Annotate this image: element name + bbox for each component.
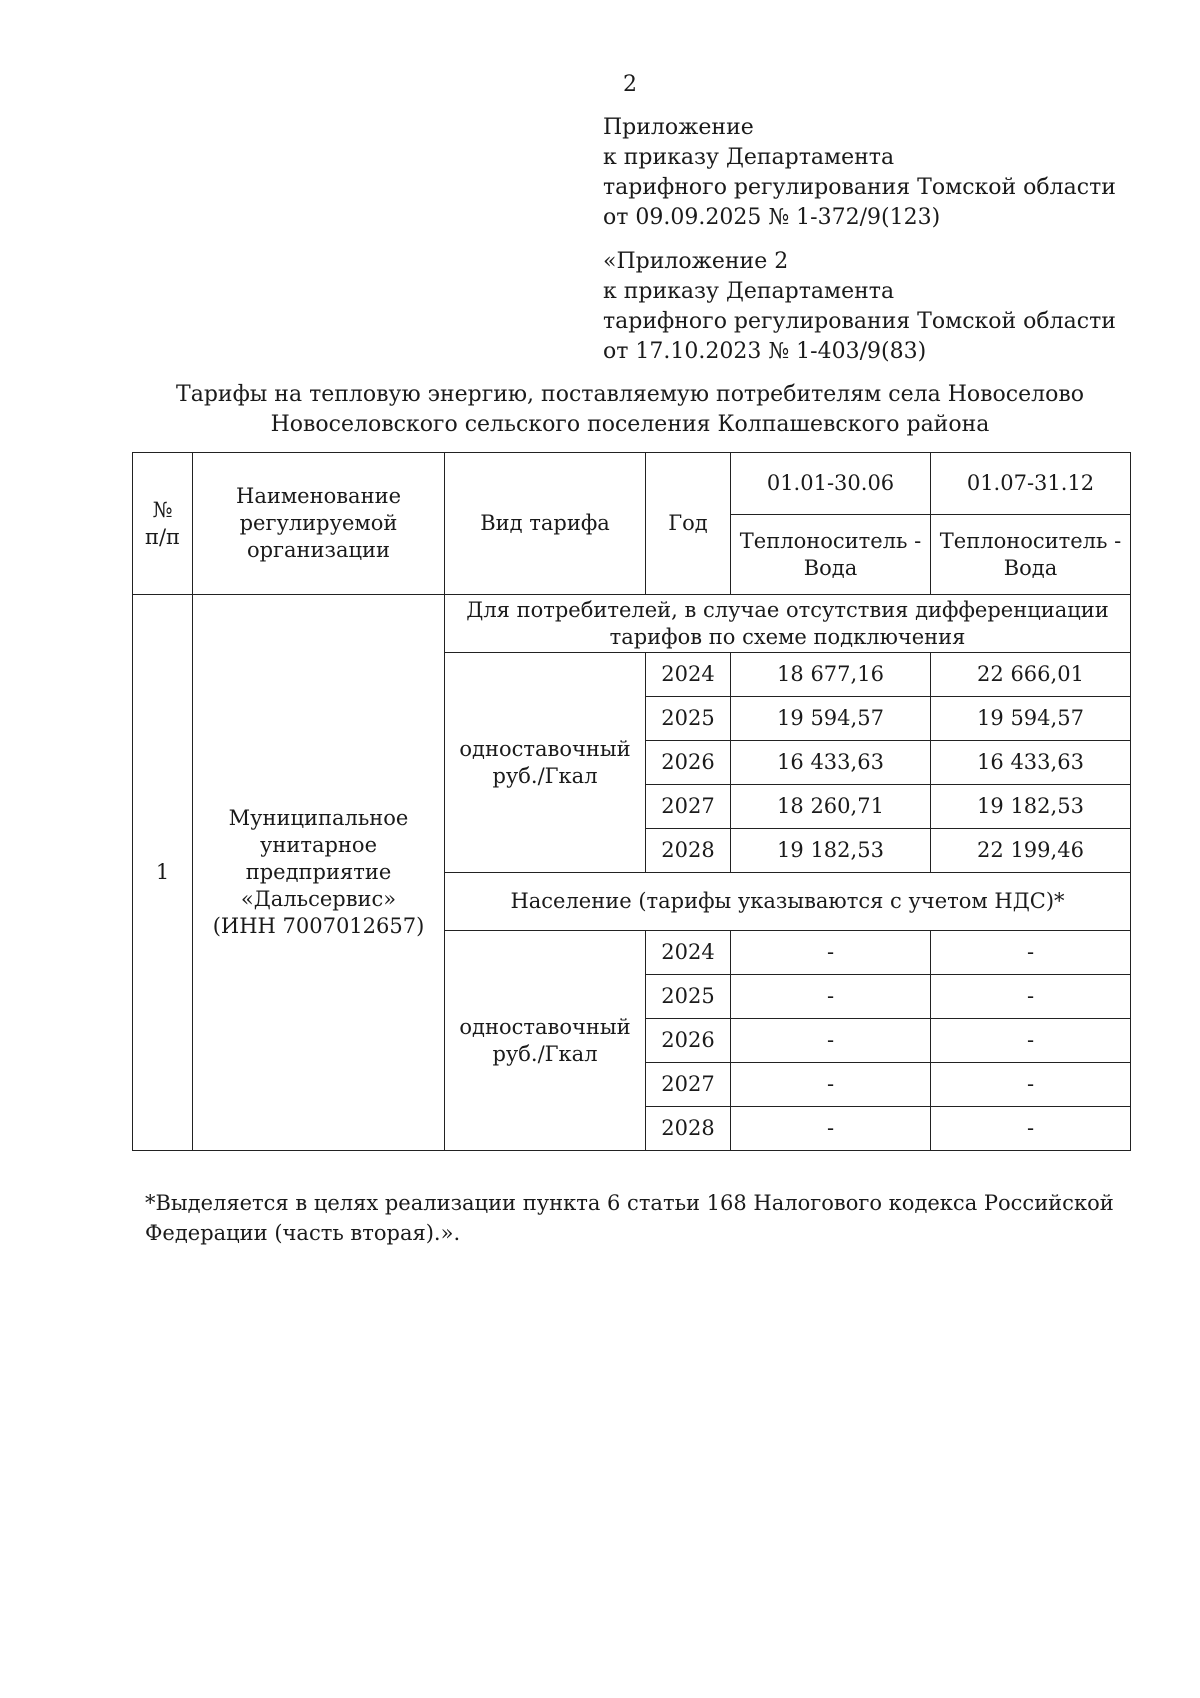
header-period-2: 01.07-31.12 [931, 453, 1131, 515]
header-year: Год [646, 453, 731, 595]
value-h2: 19 182,53 [931, 785, 1131, 829]
appendix-line: к приказу Департамента [603, 145, 895, 170]
tariffs-table [132, 452, 1131, 1151]
footnote [145, 1188, 1125, 1248]
year-cell: 2025 [646, 697, 731, 741]
appendix-line: Приложение [603, 115, 754, 140]
document-title [130, 380, 1130, 440]
value-h2: 22 666,01 [931, 653, 1131, 697]
appendix-original-header [603, 247, 1116, 367]
value-h1: - [731, 1107, 931, 1151]
appendix-current-header [603, 113, 1116, 233]
value-h2: - [931, 1019, 1131, 1063]
title-line: Тарифы на тепловую энергию, поставляемую потребителям села Новоселово [176, 382, 1084, 407]
appendix-line: тарифного регулирования Томской области [603, 175, 1116, 200]
value-h1: 16 433,63 [731, 741, 931, 785]
organization-name: Муниципальное унитарное предприятие «Дальсервис» (ИНН 7007012657) [193, 595, 445, 1151]
header-org-name: Наименование регулируемой организации [193, 453, 445, 595]
footnote-line: *Выделяется в целях реализации пункта 6 статьи 168 Налогового кодекса Российской [145, 1191, 1114, 1215]
tariff-type-cell: одноставочный руб./Гкал [445, 931, 646, 1151]
value-h1: 18 677,16 [731, 653, 931, 697]
header-tariff-type: Вид тарифа [445, 453, 646, 595]
title-line: Новоселовского сельского поселения Колпашевского района [270, 412, 990, 437]
footnote-line: Федерации (часть вторая).». [145, 1221, 461, 1245]
value-h1: - [731, 1063, 931, 1107]
value-h2: 16 433,63 [931, 741, 1131, 785]
value-h2: 22 199,46 [931, 829, 1131, 873]
table-row [133, 595, 1131, 653]
year-cell: 2028 [646, 1107, 731, 1151]
group-label: Для потребителей, в случае отсутствия дифференциации тарифов по схеме подключения [445, 595, 1131, 653]
appendix-line: тарифного регулирования Томской области [603, 309, 1116, 334]
value-h1: - [731, 931, 931, 975]
year-cell: 2027 [646, 1063, 731, 1107]
year-cell: 2026 [646, 741, 731, 785]
year-cell: 2027 [646, 785, 731, 829]
year-cell: 2024 [646, 653, 731, 697]
value-h2: - [931, 975, 1131, 1019]
value-h1: 18 260,71 [731, 785, 931, 829]
header-period-1: 01.01-30.06 [731, 453, 931, 515]
row-number: 1 [133, 595, 193, 1151]
year-cell: 2026 [646, 1019, 731, 1063]
value-h2: - [931, 1063, 1131, 1107]
year-cell: 2025 [646, 975, 731, 1019]
value-h1: 19 594,57 [731, 697, 931, 741]
value-h2: - [931, 1107, 1131, 1151]
appendix-line: «Приложение 2 [603, 249, 789, 274]
header-carrier-1: Теплоноситель - Вода [731, 515, 931, 595]
value-h1: - [731, 1019, 931, 1063]
page-number: 2 [623, 72, 637, 97]
year-cell: 2028 [646, 829, 731, 873]
appendix-line: от 09.09.2025 № 1-372/9(123) [603, 205, 941, 230]
value-h2: - [931, 931, 1131, 975]
table-header-row [133, 453, 1131, 515]
group-label: Население (тарифы указываются с учетом НДС)* [445, 873, 1131, 931]
header-carrier-2: Теплоноситель - Вода [931, 515, 1131, 595]
value-h1: 19 182,53 [731, 829, 931, 873]
value-h2: 19 594,57 [931, 697, 1131, 741]
year-cell: 2024 [646, 931, 731, 975]
tariff-type-cell: одноставочный руб./Гкал [445, 653, 646, 873]
value-h1: - [731, 975, 931, 1019]
appendix-line: от 17.10.2023 № 1-403/9(83) [603, 339, 927, 364]
header-number: № п/п [133, 453, 193, 595]
appendix-line: к приказу Департамента [603, 279, 895, 304]
